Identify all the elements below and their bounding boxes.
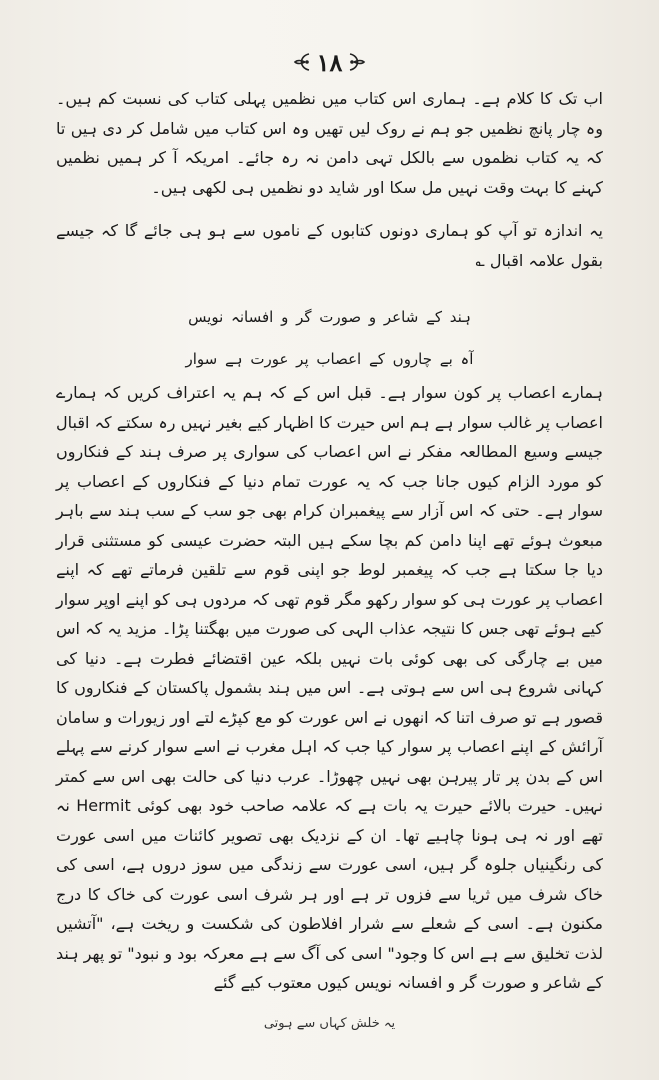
running-footer: یہ خلش کہاں سے ہوتی xyxy=(263,1016,396,1031)
page-number-header xyxy=(0,44,659,80)
ornament-right-icon xyxy=(348,50,366,74)
paragraph-intro: اب تک کا کلام ہے۔ ہماری اس کتاب میں نظمیں پہلی کتاب کی نسبت کم ہیں۔ وہ چار پانچ نظمیں جو ہم نے روک لیں تھیں وہ اس کتاب میں شامل کر دی ہیں تا کہ یہ کتاب نظموں سے بالکل تہی دامن نہ رہ جائے۔ امریکہ آ کر ہمیں نظمیں کہنے کا بہت وقت نہیں مل سکا اور شاید دو نظمیں ہی لکھی ہیں۔ xyxy=(56,89,603,197)
verse-line-2: آہ بے چاروں کے اعصاب پر عورت ہے سوار xyxy=(185,349,474,368)
ornament-left-icon xyxy=(293,50,311,74)
page-number: ۱۸ xyxy=(316,47,343,77)
page-body xyxy=(56,84,603,998)
verse-line-1: ہند کے شاعر و صورت گر و افسانہ نویس xyxy=(188,308,471,326)
paragraph-main: ہمارے اعصاب پر کون سوار ہے۔ قبل اس کے کہ ہم یہ اعتراف کریں کہ ہمارے اعصاب پر غالب سوار ہے ہم اس حیرت کا اظہار کیے بغیر نہیں رہ سکتے کہ اقبال جیسے وسیع المطالعہ مفکر نے اس اعصاب کی سواری پر صرف ہند کے فنکاروں کو مورد الزام کیوں جانا جب کہ یہ عورت تمام دنیا کے فنکاروں کے اعصاب پر سوار ہے۔ حتی کہ اس آزار سے پیغمبران کرام بھی جو سب کے سب ہند سے باہر مبعوث ہوئے تھے اپنا دامن کم بچا سکے ہیں البتہ حضرت عیسی کو مستثنی قرار دیا جا سکتا ہے جب کہ پیغمبر لوط جو اپنی قوم سے تلقین فرماتے تھے کہ اپنے اعصاب پر عورت ہی کو سوار رکھو مگر قوم تھی کہ مردوں ہی کو اپنے اوپر سوار کیے ہوئے تھی جس کا نتیجہ عذاب الہی کی صورت میں بھگتنا پڑا۔ مزید یہ کہ اس میں بے چارگی کی بھی کوئی بات نہیں بلکہ عین اقتضائے فطرت ہے۔ دنیا کی کہانی شروع ہی اس سے ہوتی ہے۔ اس میں ہند بشمول پاکستان کے فنکاروں کا قصور ہے تو صرف اتنا کہ انھوں نے اس عورت کو مع کپڑے لتے اور زیورات و سامان آرائش کے اپنے اعصاب پر سوار کیا جب کہ اہل مغرب نے اسے سوار کرنے سے پہلے اس کے بدن پر تار پیرہن بھی نہیں چھوڑا۔ عرب دنیا کی حالت بھی اس سے کمتر نہیں۔ حیرت بالائے حیرت یہ بات ہے کہ علامہ صاحب خود بھی کوئی Hermit نہ تھے اور نہ ہی ہونا چاہیے تھا۔ ان کے نزدیک بھی تصویر کائنات میں اسی عورت کی رنگینیاں جلوہ گر ہیں، اسی عورت سے زندگی میں سوز دروں ہے، اسی کی خاک شرف میں ثریا سے فزوں تر ہے اور ہر شرف اسی عورت کی خاک کا درج مکنون ہے۔ اسی کے شعلے سے شرار افلاطون کی شکست و ریخت ہے، "آتشیں لذت تخلیق سے ہے اس کا وجود" اسی کی آگ سے ہے معرکہ بود و نبود" تو پھر ہند کے شاعر و صورت گر و افسانہ نویس کیوں معتوب کیے گئے xyxy=(56,383,603,992)
paragraph-iqbal-lead: یہ اندازہ تو آپ کو ہماری دونوں کتابوں کے ناموں سے ہو ہی جائے گا کہ جیسے بقول علامہ اقبال ؎ xyxy=(56,221,603,270)
